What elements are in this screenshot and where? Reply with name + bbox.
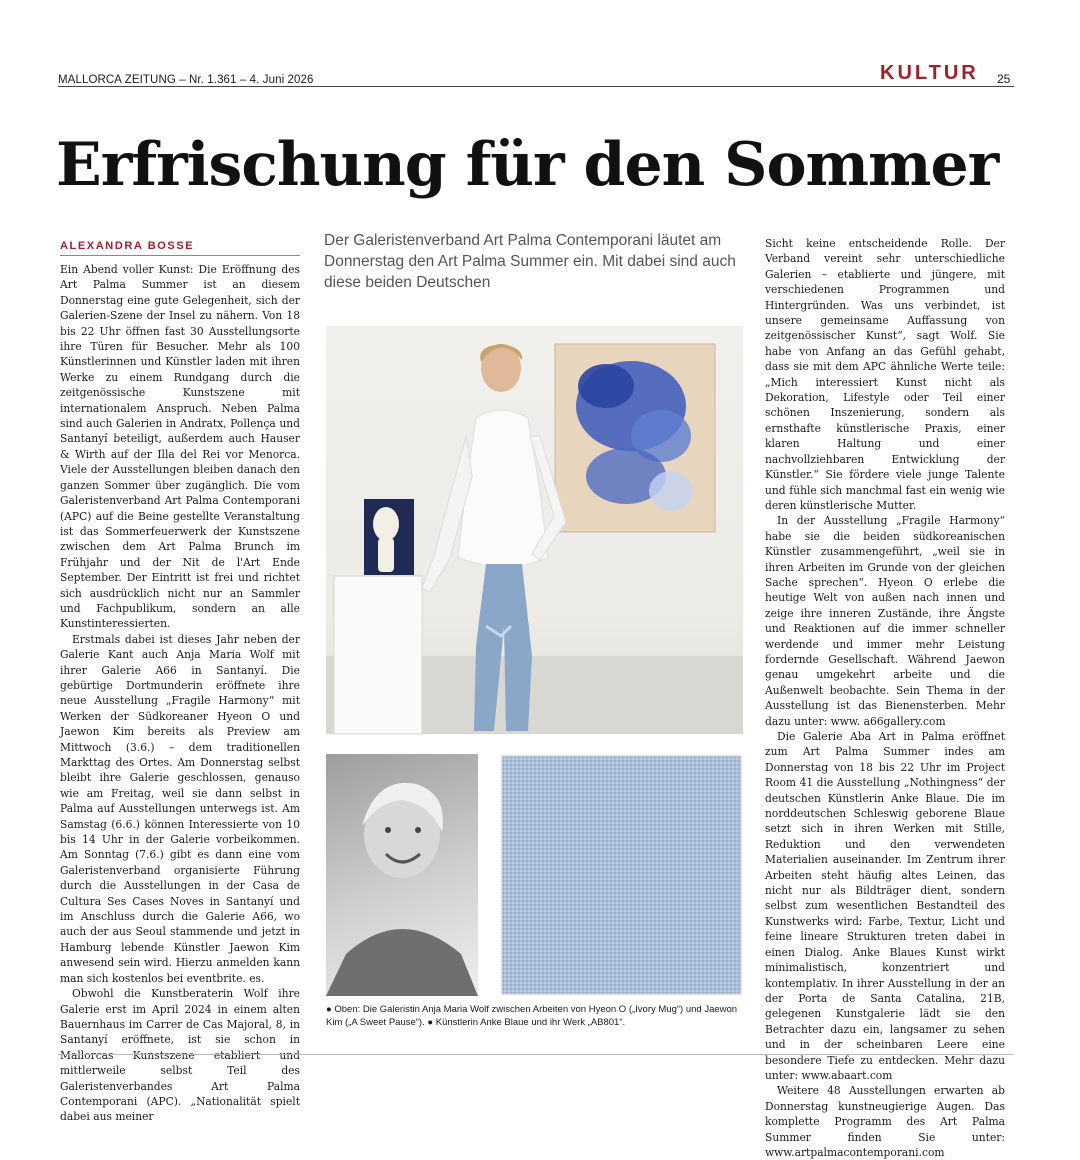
- artist-portrait-photo: [326, 754, 478, 996]
- paragraph: Die Galerie Aba Art in Palma eröffnet zum Art Palma Summer indes am Donnerstag von 18 bis 22 Uhr im Project Room 41 die Ausstellung „Nothingness“ der deutschen Künstlerin Anke Blaue. Die im norddeutschen Schleswig geborene Blaue setzt sich in ihren Werken mit Stille, Reduktion und den verwendeten Materialien auseinander. Im Zentrum ihrer Arbeiten steht häufig altes Leinen, das nicht nur als Bildträger dient, sondern selbst zum wesentlichen Bestandteil des Kunstwerks wird: Farbe, Textur, Licht und feine lineare Strukturen treten dabei in einen Dialog. Anke Blaues Kunst wirkt minimalistisch, konzentriert und kontemplativ. In ihrer Ausstellung in der an der Porta de Santa Catalina, 21B, gelegenen Kunstgalerie lädt sie den Betrachter dazu ein, langsamer zu sehen und in der scheinbaren Leere eine besondere Tiefe zu entdecken. Mehr dazu unter: www.abaart.com: [765, 730, 1005, 1082]
- paragraph: Erstmals dabei ist dieses Jahr neben der Galerie Kant auch Anja Maria Wolf mit ihrer Galerie A66 in Santanyí. Die gebürtige Dortmunderin eröffnete ihre neue Ausstellung „Fragile Harmony“ mit Werken der Südkoreaner Hyeon O und Jaewon Kim bereits als Preview am Mittwoch (3.6.) – dem traditionellen Markttag des Ortes. Am Donnerstag selbst bleibt ihre Galerie geschlossen, genauso wie am Freitag, weil sie dann selbst in Palma auf Ausstellungen unterwegs ist. Am Samstag (6.6.) können Interessierte von 10 bis 14 Uhr in der Galerie vorbeikommen. Am Sonntag (7.6.) gibt es dann eine vom Galeristenverband organisierte Führung durch die Ausstellungen in der Casa de Cultura Ses Cases Noves in Santanyí und im Anschluss durch die Galerie A66, wo auch der aus Seoul stammende und jetzt in Hamburg lebende Künstler Jaewon Kim anwesend sein wird. Hierzu anmelden kann man sich kostenlos bei eventbrite. es.: [60, 632, 300, 985]
- photo-caption: ● Oben: Die Galeristin Anja Maria Wolf zwischen Arbeiten von Hyeon O („Ivory Mug“) und Jaewon Kim („A Sweet Pause“). ● Künstlerin Anke Blaue und ihr Werk „AB801“.: [326, 1004, 738, 1028]
- paragraph: Sicht keine entscheidende Rolle. Der Verband vereint sehr unterschiedliche Galerien – etablierte und jüngere, mit verschiedenen Programmen und Hintergründen. Was uns verbindet, ist unsere gemeinsame Auffassung von zeitgenössischer Kunst“, sagt Wolf. Sie habe von Anfang an das Gefühl gehabt, dass sie mit dem APC ähnliche Werte teile: „Mich interessiert Kunst nicht als Dekoration, Lifestyle oder Teil einer schönen Inszenierung, sondern als ernsthafte künstlerische Praxis, einer klaren Haltung und einer nachvollziehbaren Entwicklung der Künstler.“ Sie fördere viele junge Talente und fühle sich manchmal fast ein wenig wie deren künstlerische Mutter.: [765, 237, 1005, 512]
- sweet-pause-artwork: [555, 344, 715, 532]
- headline: Erfrischung für den Sommer: [56, 130, 999, 200]
- gallery-photo: [326, 326, 743, 734]
- artwork-ab801-illustration: [500, 754, 743, 996]
- byline-rule: [60, 255, 300, 256]
- artwork-ab801-photo: [500, 754, 743, 996]
- paragraph: In der Ausstellung „Fragile Harmony“ habe sie die beiden südkoreanischen Künstler zusammengeführt, „weil sie in ihren Arbeiten im Grunde von der gleichen Sache sprechen“. Hyeon O erlebe die heutige Welt von außen nach innen und zeige ihre inneren Zustände, ihre Ängste und Reaktionen auf die immer schneller werdende und immer mehr Leistung fordernde Gesellschaft. Während Jaewon genau umgekehrt arbeite und die Außenwelt beobachte. Sein Thema in der Ausstellung ist das Bienensterben. Mehr dazu unter: www. a66gallery.com: [765, 514, 1005, 728]
- article-column-3: [765, 236, 1005, 1159]
- footer-rule: [58, 1054, 1014, 1055]
- byline: ALEXANDRA BOSSE: [60, 240, 195, 252]
- paragraph: Weitere 48 Ausstellungen erwarten ab Donnerstag kunstneugierige Augen. Das komplette Programm des Art Palma Summer finden Sie unter: www.artpalmacontemporani.com: [765, 1084, 1005, 1159]
- paragraph: Obwohl die Kunstberaterin Wolf ihre Galerie erst im April 2024 in einem alten Bauernhaus im Carrer de Cas Majoral, 8, in Santanyí eröffnete, ist sie schon in Mallorcas Kunstszene etabliert und mittlerweile selbst Teil des Galeristenverbandes Art Palma Contemporani (APC). „Nationalität spielt dabei aus meiner: [60, 987, 300, 1124]
- article-lead: Der Galeristenverband Art Palma Contemporani läutet am Donnerstag den Art Palma Summer ein. Mit dabei sind auch diese beiden Deutschen: [324, 232, 736, 291]
- header-rule: [58, 86, 1014, 87]
- gallery-photo-illustration: [326, 326, 743, 734]
- paragraph: Ein Abend voller Kunst: Die Eröffnung des Art Palma Summer ist an diesem Donnerstag eine gute Gelegenheit, sich der Galerien-Szene der Insel zu nähern. Von 18 bis 22 Uhr öffnen fast 30 Ausstellungsorte ihre Türen für Besucher. Mehr als 100 Künstlerinnen und Künstler laden mit ihren Werke zu einem Rundgang durch die zeitgenössische Kunstszene mit internationalem Anspruch. Neben Palma sind auch Galerien in Andratx, Pollença und Santanyí beteiligt, außerdem auch Hauser & Wirth auf der Illa del Rei vor Menorca. Viele der Ausstellungen bleiben danach den ganzen Sommer über zugänglich. Die vom Galeristenverband Art Palma Contemporani (APC) auf die Beine gestellte Veranstaltung ist das Sommerfeuerwerk der Kunstszene zwischen dem Art Palma Brunch im Frühjahr und der Nit de l'Art Ende September. Der Eintritt ist frei und richtet sich ausdrücklich nicht nur an Sammler und Fachpublikum, sondern an alle Kunstinteressierten.: [60, 263, 300, 631]
- page-number: 25: [997, 72, 1011, 86]
- publication-info: MALLORCA ZEITUNG – Nr. 1.361 – 4. Juni 2026: [58, 74, 314, 86]
- artist-portrait-illustration: [326, 754, 478, 996]
- section-label: KULTUR: [880, 62, 979, 84]
- article-column-1: [60, 262, 300, 1124]
